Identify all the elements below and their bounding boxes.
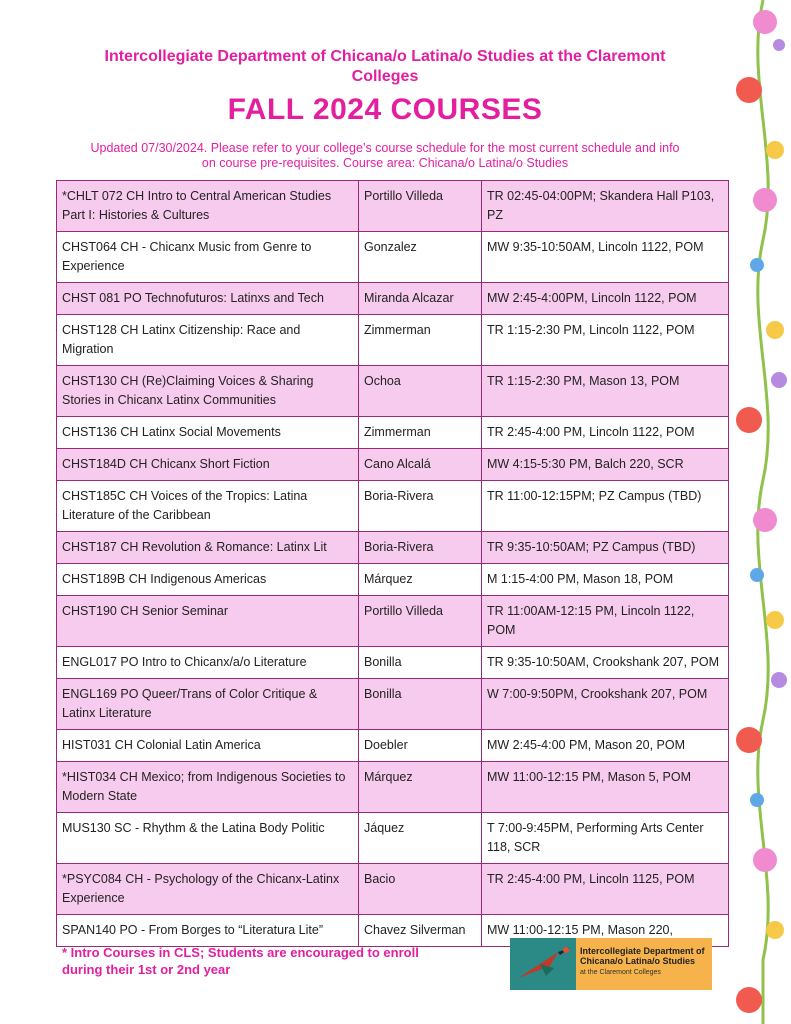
course-instructor: Jáquez bbox=[359, 813, 482, 864]
course-name: HIST031 CH Colonial Latin America bbox=[57, 730, 359, 762]
course-row bbox=[57, 679, 729, 730]
course-schedule: M 1:15-4:00 PM, Mason 18, POM bbox=[482, 564, 729, 596]
course-instructor: Zimmerman bbox=[359, 417, 482, 449]
course-schedule: MW 4:15-5:30 PM, Balch 220, SCR bbox=[482, 449, 729, 481]
course-row bbox=[57, 232, 729, 283]
course-row bbox=[57, 449, 729, 481]
course-schedule: TR 02:45-04:00PM; Skandera Hall P103, PZ bbox=[482, 181, 729, 232]
course-schedule: TR 11:00AM-12:15 PM, Lincoln 1122, POM bbox=[482, 596, 729, 647]
course-name: CHST184D CH Chicanx Short Fiction bbox=[57, 449, 359, 481]
course-schedule: MW 11:00-12:15 PM, Mason 220, bbox=[482, 915, 729, 947]
course-instructor: Boria-Rivera bbox=[359, 532, 482, 564]
course-instructor: Miranda Alcazar bbox=[359, 283, 482, 315]
logo-title: Intercollegiate Department of Chicana/o Latina/o Studies bbox=[580, 946, 705, 966]
course-schedule: TR 1:15-2:30 PM, Mason 13, POM bbox=[482, 366, 729, 417]
course-instructor: Bonilla bbox=[359, 679, 482, 730]
course-schedule: TR 9:35-10:50AM; PZ Campus (TBD) bbox=[482, 532, 729, 564]
course-instructor: Portillo Villeda bbox=[359, 181, 482, 232]
course-table bbox=[56, 180, 729, 947]
floral-border bbox=[735, 0, 791, 1024]
course-schedule: MW 2:45-4:00 PM, Mason 20, POM bbox=[482, 730, 729, 762]
course-name: ENGL169 PO Queer/Trans of Color Critique & Latinx Literature bbox=[57, 679, 359, 730]
course-instructor: Cano Alcalá bbox=[359, 449, 482, 481]
course-instructor: Portillo Villeda bbox=[359, 596, 482, 647]
hummingbird-icon bbox=[510, 938, 576, 990]
course-row bbox=[57, 596, 729, 647]
course-name: *CHLT 072 CH Intro to Central American Studies Part I: Histories & Cultures bbox=[57, 181, 359, 232]
course-schedule: MW 9:35-10:50AM, Lincoln 1122, POM bbox=[482, 232, 729, 283]
course-instructor: Bacio bbox=[359, 864, 482, 915]
course-schedule: TR 2:45-4:00 PM, Lincoln 1125, POM bbox=[482, 864, 729, 915]
course-row bbox=[57, 481, 729, 532]
course-instructor: Doebler bbox=[359, 730, 482, 762]
course-name: CHST189B CH Indigenous Americas bbox=[57, 564, 359, 596]
course-schedule: TR 11:00-12:15PM; PZ Campus (TBD) bbox=[482, 481, 729, 532]
course-row bbox=[57, 730, 729, 762]
course-row bbox=[57, 315, 729, 366]
course-name: *HIST034 CH Mexico; from Indigenous Societies to Modern State bbox=[57, 762, 359, 813]
course-schedule: TR 2:45-4:00 PM, Lincoln 1122, POM bbox=[482, 417, 729, 449]
course-name: CHST185C CH Voices of the Tropics: Latina Literature of the Caribbean bbox=[57, 481, 359, 532]
course-name: CHST130 CH (Re)Claiming Voices & Sharing Stories in Chicanx Latinx Communities bbox=[57, 366, 359, 417]
course-row bbox=[57, 417, 729, 449]
course-instructor: Márquez bbox=[359, 762, 482, 813]
course-schedule: TR 9:35-10:50AM, Crookshank 207, POM bbox=[482, 647, 729, 679]
course-schedule: T 7:00-9:45PM, Performing Arts Center 118, SCR bbox=[482, 813, 729, 864]
course-schedule: MW 2:45-4:00PM, Lincoln 1122, POM bbox=[482, 283, 729, 315]
course-name: CHST064 CH - Chicanx Music from Genre to Experience bbox=[57, 232, 359, 283]
course-row bbox=[57, 647, 729, 679]
course-name: CHST190 CH Senior Seminar bbox=[57, 596, 359, 647]
course-name: CHST187 CH Revolution & Romance: Latinx Lit bbox=[57, 532, 359, 564]
course-row bbox=[57, 564, 729, 596]
department-logo bbox=[510, 938, 712, 990]
logo-subtitle: at the Claremont Colleges bbox=[580, 969, 661, 976]
course-schedule: MW 11:00-12:15 PM, Mason 5, POM bbox=[482, 762, 729, 813]
update-note: Updated 07/30/2024. Please refer to your college’s course schedule for the most current schedule and info on course pre-requisites. Course area: Chicana/o Latina/o Studies bbox=[90, 141, 680, 170]
course-instructor: Zimmerman bbox=[359, 315, 482, 366]
course-schedule: W 7:00-9:50PM, Crookshank 207, POM bbox=[482, 679, 729, 730]
course-row bbox=[57, 762, 729, 813]
course-schedule: TR 1:15-2:30 PM, Lincoln 1122, POM bbox=[482, 315, 729, 366]
course-instructor: Gonzalez bbox=[359, 232, 482, 283]
course-row bbox=[57, 181, 729, 232]
course-row bbox=[57, 283, 729, 315]
course-row bbox=[57, 366, 729, 417]
page-title: FALL 2024 COURSES bbox=[227, 93, 543, 126]
course-name: CHST136 CH Latinx Social Movements bbox=[57, 417, 359, 449]
course-instructor: Ochoa bbox=[359, 366, 482, 417]
course-instructor: Boria-Rivera bbox=[359, 481, 482, 532]
course-name: SPAN140 PO - From Borges to “Literatura Lite” bbox=[57, 915, 359, 947]
course-instructor: Márquez bbox=[359, 564, 482, 596]
course-name: CHST128 CH Latinx Citizenship: Race and Migration bbox=[57, 315, 359, 366]
course-name: CHST 081 PO Technofuturos: Latinxs and Tech bbox=[57, 283, 359, 315]
course-instructor: Chavez Silverman bbox=[359, 915, 482, 947]
course-name: *PSYC084 CH - Psychology of the Chicanx-Latinx Experience bbox=[57, 864, 359, 915]
course-row bbox=[57, 813, 729, 864]
course-instructor: Bonilla bbox=[359, 647, 482, 679]
course-row bbox=[57, 532, 729, 564]
course-name: MUS130 SC - Rhythm & the Latina Body Politic bbox=[57, 813, 359, 864]
intro-courses-note: * Intro Courses in CLS; Students are encouraged to enroll during their 1st or 2nd year bbox=[62, 945, 419, 977]
department-heading: Intercollegiate Department of Chicana/o Latina/o Studies at the Claremont Colleges bbox=[104, 48, 666, 85]
course-row bbox=[57, 864, 729, 915]
course-name: ENGL017 PO Intro to Chicanx/a/o Literature bbox=[57, 647, 359, 679]
